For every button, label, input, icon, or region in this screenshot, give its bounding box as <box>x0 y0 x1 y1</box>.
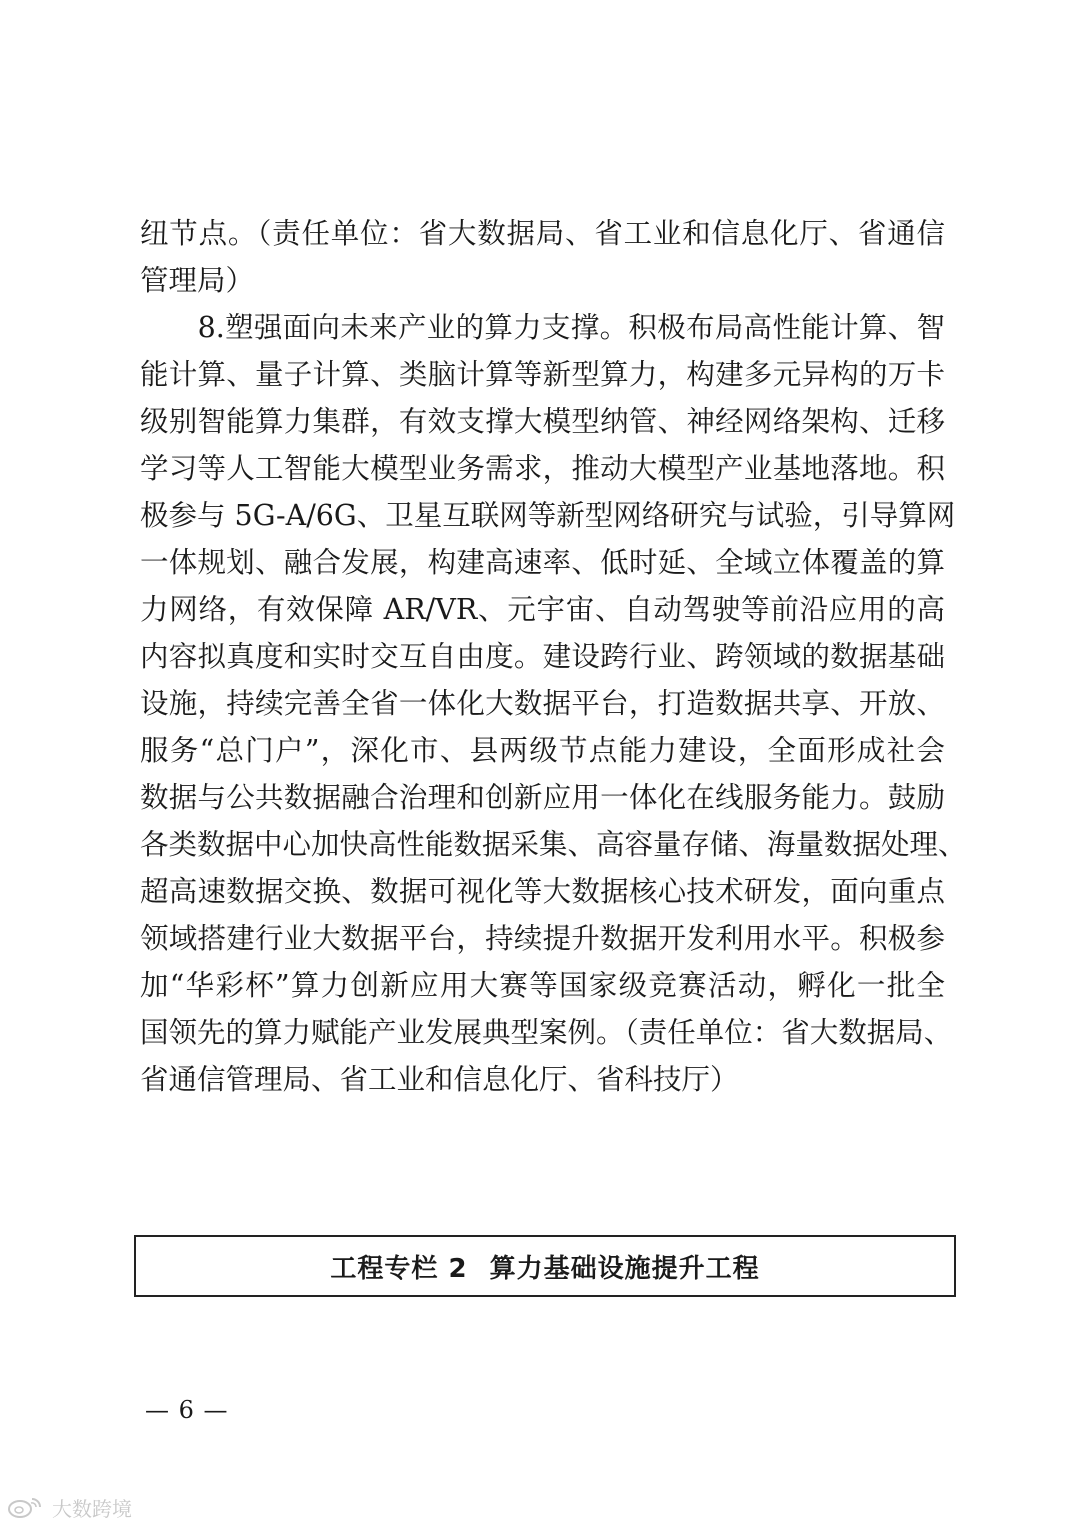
text-line: 超高速数据交换、数据可视化等大数据核心技术研发，面向重点 <box>140 875 945 908</box>
text-line: 服务“总门户”，深化市、县两级节点能力建设，全面形成社会 <box>140 734 945 767</box>
text-line: 级别智能算力集群，有效支撑大模型纳管、神经网络架构、迁移 <box>140 405 945 438</box>
text-line: 加“华彩杯”算力创新应用大赛等国家级竞赛活动，孵化一批全 <box>140 969 945 1002</box>
weibo-logo-icon <box>6 1495 46 1519</box>
watermark <box>6 1492 132 1522</box>
text-line: 学习等人工智能大模型业务需求，推动大模型产业基地落地。积 <box>140 452 945 485</box>
text-line: 能计算、量子计算、类脑计算等新型算力，构建多元异构的万卡 <box>140 358 945 391</box>
text-line: 一体规划、融合发展，构建高速率、低时延、全域立体覆盖的算 <box>140 546 945 579</box>
table-label: 工程专栏 2 <box>330 1253 468 1284</box>
watermark-text: 大数跨境 <box>52 1496 132 1521</box>
text-line: 纽节点。（责任单位：省大数据局、省工业和信息化厅、省通信 <box>140 217 945 250</box>
text-line: 8.塑强面向未来产业的算力支撑。积极布局高性能计算、智 <box>140 311 945 344</box>
table-title: 算力基础设施提升工程 <box>489 1253 760 1284</box>
text-line: 力网络，有效保障 AR/VR、元宇宙、自动驾驶等前沿应用的高 <box>140 593 945 626</box>
text-line: 管理局） <box>140 264 255 297</box>
text-line: 设施，持续完善全省一体化大数据平台，打造数据共享、开放、 <box>140 687 945 720</box>
text-line: 国领先的算力赋能产业发展典型案例。（责任单位：省大数据局、 <box>140 1016 953 1049</box>
text-line: 省通信管理局、省工业和信息化厅、省科技厅） <box>140 1063 739 1096</box>
page-number: — 6 — <box>145 1396 229 1424</box>
body-text <box>140 210 967 1103</box>
text-line: 领域搭建行业大数据平台，持续提升数据开发利用水平。积极参 <box>140 922 945 955</box>
text-line: 数据与公共数据融合治理和创新应用一体化在线服务能力。鼓励 <box>140 781 945 814</box>
text-line: 内容拟真度和实时交互自由度。建设跨行业、跨领域的数据基础 <box>140 640 945 673</box>
project-column-table <box>134 1235 956 1297</box>
text-line: 极参与 5G-A/6G、卫星互联网等新型网络研究与试验，引导算网 <box>140 499 956 532</box>
table-heading <box>330 1248 759 1285</box>
text-line: 各类数据中心加快高性能数据采集、高容量存储、海量数据处理、 <box>140 828 967 861</box>
